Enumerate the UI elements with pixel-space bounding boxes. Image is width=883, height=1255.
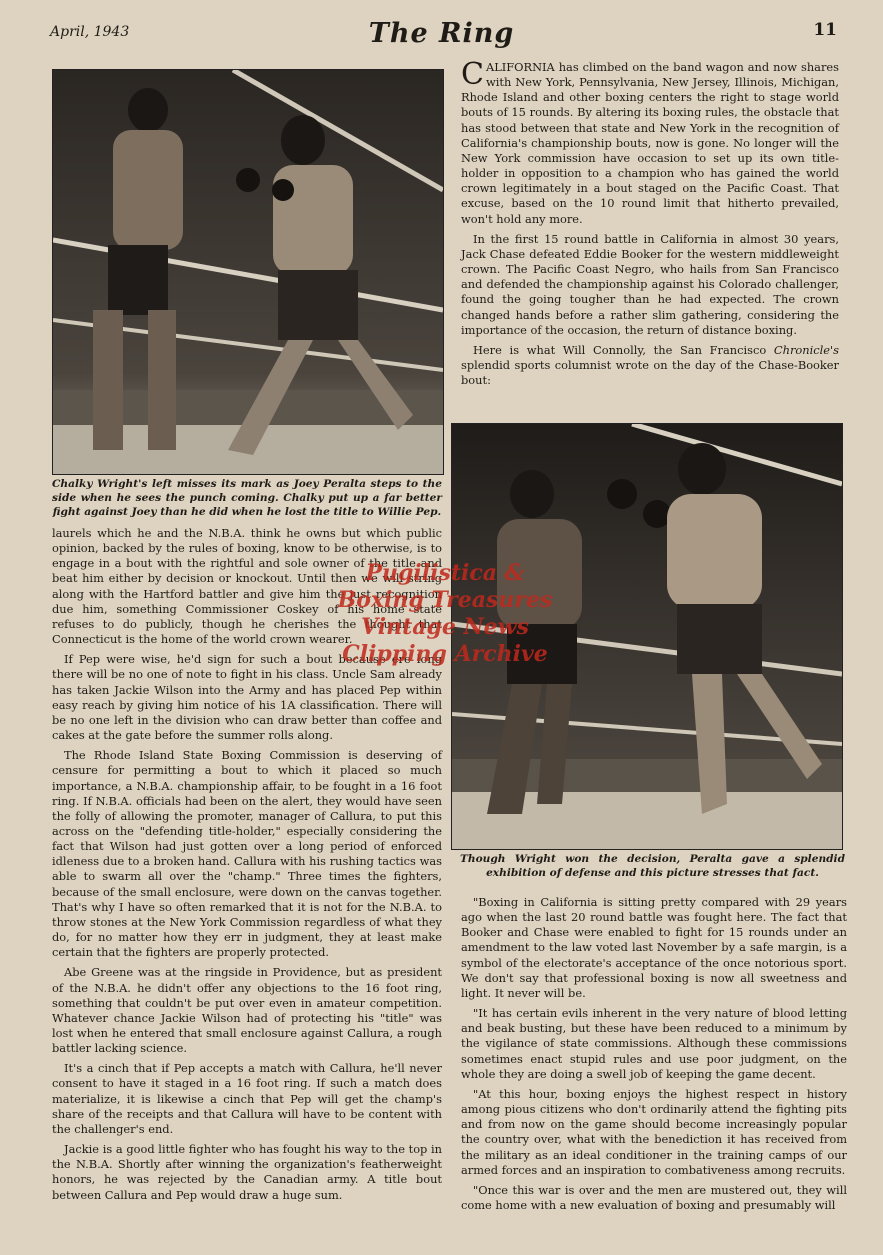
- boxing-photo-1: [52, 69, 444, 475]
- issue-date: April, 1943: [50, 24, 130, 40]
- right-paragraph-4: "Once this war is over and the men are mustered out, they will come home with a new evaluation of boxing and presumably will: [461, 1182, 847, 1212]
- photo-1-caption: Chalky Wright's left misses its mark as Joey Peralta steps to the side when he sees the punch coming. Chalky put up a far better fight against Joey than he did when he lost the title to Willie Pep.: [52, 478, 442, 518]
- left-paragraph-4: Abe Greene was at the ringside in Providence, but as president of the N.B.A. he didn't offer any objections to the 16 foot ring, something that couldn't be put over even in amateur competition. Whatever chance Jackie Wilson had of protecting his "title" was lost when he entered that small enclosure against Callura, a rough battler lacking science.: [52, 965, 442, 1056]
- connolly-text-a: Here is what Will Connolly, the San Francisco: [473, 342, 774, 357]
- connolly-quote-intro: [461, 343, 839, 388]
- article-intro-paragraph: [461, 57, 839, 227]
- archive-watermark: [320, 560, 570, 668]
- photo-2-caption: Though Wright won the decision, Peralta gave a splendid exhibition of defense and this picture stresses that fact.: [460, 853, 845, 879]
- right-paragraph-1: "Boxing in California is sitting pretty compared with 29 years ago when the last 20 round battle was fought here. The fact that Booker and Chase were enabled to fight for 15 rounds under an amendment to the law voted last November by a safe margin, is a symbol of the electorate's acceptance of the once notorious sport. We don't say that professional boxing is now all sweetness and light. It never will be.: [461, 895, 847, 1000]
- boxing-photo-1-image: [53, 70, 443, 474]
- left-paragraph-3: The Rhode Island State Boxing Commission is deserving of censure for permitting a bout to which it placed so much importance, a N.B.A. championship affair, to be fought in a 16 foot ring. If N.B.A. officials had been on the alert, they would have seen the folly of allowing the promoter, manager of Callura, to put this across on the "defending title-holder," especially considering the fact that Wilson had just gotten over a long period of enforced idleness due to a broken hand. Callura with his rushing tactics was able to swarm all over the "champ." Three times the fighters, because of the small enclosure, were down on the canvas together. That's why I have so often remarked that it is not for the N.B.A. to throw stones at the New York Commission regardless of what they do, for no matter how they err in judgment, they at least make certain that the fighters are properly protected.: [52, 748, 442, 960]
- left-paragraph-1: laurels which he and the N.B.A. think he owns but which public opinion, backed by the rules of boxing, know to be otherwise, is to engage in a bout with the rightful and sole owner of the title and beat him either by decision or knockout. Until then we will string along with the Hartford battler and give him the just recognition due him, something Commissioner Coskey of his home state refuses to do publicly, though he cherishes the thought that Connecticut is the home of the world crown wearer.: [52, 526, 442, 647]
- chronicle-italic: Chronicle's: [773, 342, 839, 357]
- intro-text: ALIFORNIA has climbed on the band wagon and now shares with New York, Pennsylvania, New Jersey, Illinois, Michigan, Rhode Island and other boxing centers the right to stage world bouts of 15 rounds. By altering its boxing rules, the obstacle that has stood between that state and New York in the recognition of California's championship bouts, now is gone. No longer will the New York commission have occasion to set up its own title-holder in opposition to a champion who has gained the world crown legitimately in a bout staged on the Pacific Coast. That excuse, based on the 10 round limit that hitherto prevailed, won't hold any more.: [461, 60, 839, 226]
- left-paragraph-5: It's a cinch that if Pep accepts a match with Callura, he'll never consent to have it staged in a 16 foot ring. If such a match does materialize, it is likewise a cinch that Pep will get the champ's share of the receipts and that Callura will have to be content with the challenger's end.: [52, 1061, 442, 1136]
- chase-booker-paragraph: In the first 15 round battle in California in almost 30 years, Jack Chase defeated Eddie Booker for the western middleweight crown. The Pacific Coast Negro, who hails from San Francisco and defended the championship against his Colorado challenger, found the going tougher than he had expected. The crown changed hands before a rather slim gathering, considering the importance of the occasion, the return of distance boxing.: [461, 231, 839, 337]
- magazine-title: The Ring: [368, 18, 515, 49]
- connolly-text-b: splendid sports columnist wrote on the day of the Chase-Booker bout:: [461, 357, 839, 388]
- article-right-bottom: [461, 895, 847, 1218]
- watermark-line-3: Vintage News: [361, 614, 529, 640]
- left-paragraph-2: If Pep were wise, he'd sign for such a bout because ere long there will be no one of note to fight in his class. Uncle Sam already has taken Jackie Wilson into the Army and has placed Pep within easy reach by giving him notice of his 1A classification. There will be no one left in the division who can draw better than coffee and cakes at the gate before the summer rolls along.: [52, 652, 442, 743]
- drop-cap: C: [461, 57, 484, 92]
- right-paragraph-2: "It has certain evils inherent in the very nature of blood letting and beak busting, but these have been reduced to a minimum by the vigilance of state commissions. Although these commissions sometimes enact stupid rules and use poor judgment, on the whole they are doing a swell job of keeping the game decent.: [461, 1006, 847, 1081]
- page-number: 11: [813, 20, 837, 40]
- article-right-top: [461, 57, 839, 393]
- watermark-line-2: Boxing Treasures: [337, 587, 553, 613]
- watermark-line-1: Pugilistica &: [365, 560, 525, 586]
- watermark-line-4: Clipping Archive: [342, 641, 548, 667]
- right-paragraph-3: "At this hour, boxing enjoys the highest respect in history among pious citizens who don't ordinarily attend the fighting pits and from now on the game should become increasingly popular the country over, what with the benediction it has received from the military as an ideal conditioner in the training camps of our armed forces and an inspiration to combativeness among recruits.: [461, 1086, 847, 1177]
- left-paragraph-6: Jackie is a good little fighter who has fought his way to the top in the N.B.A. Shortly after winning the organization's featherweight honors, he was rejected by the Canadian army. A title bout between Callura and Pep would draw a huge sum.: [52, 1142, 442, 1202]
